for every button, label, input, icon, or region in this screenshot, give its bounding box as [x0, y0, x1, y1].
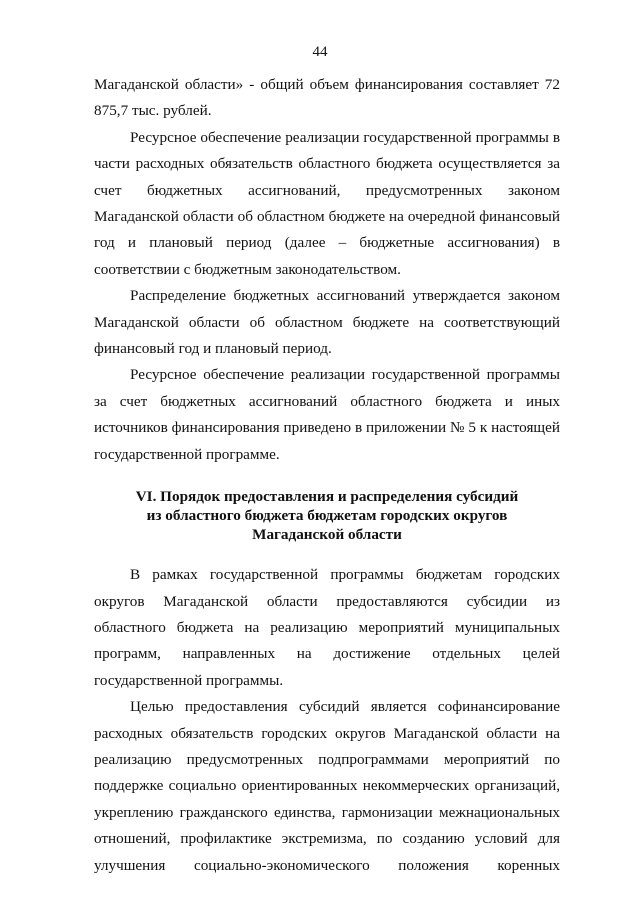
- paragraph-subsidies: В рамках государственной программы бюджетам городских округов Магаданской области предоставляются субсидии из областного бюджета на реализацию мероприятий муниципальных программ, направленных на достижение отдельных целей государственной программы.: [94, 566, 560, 689]
- section-heading-line: Магаданской области: [252, 526, 402, 544]
- section-heading: [94, 487, 560, 544]
- paragraph-resource-provision: Ресурсное обеспечение реализации государственной программы в части расходных обязательств областного бюджета осуществляется за счет бюджетных ассигнований, предусмотренных законом Магаданской области об областном бюджете на очередной финансовый год и плановый период (далее – бюджетные ассигнования) в соответствии с бюджетным законодательством.: [94, 128, 560, 278]
- section-heading-line: VI. Порядок предоставления и распределения субсидий: [135, 488, 519, 506]
- paragraph-subsidy-purpose: Целью предоставления субсидий является софинансирование расходных обязательств городских округов Магаданской области на реализацию предусмотренных подпрограммами мероприятий по поддержке социально ориентированных некоммерческих организаций, укреплению гражданского единства, гармонизации межнациональных отношений, профилактике экстремизма, по созданию условий для улучшения социально-экономического положения коренных: [94, 698, 560, 874]
- paragraph-appendix-reference: Ресурсное обеспечение реализации государственной программы за счет бюджетных ассигнований областного бюджета и иных источников финансирования приведено в приложении № 5 к настоящей государственной программе.: [94, 366, 560, 463]
- paragraph-continuation: Магаданской области» - общий объем финансирования составляет 72 875,7 тыс. рублей.: [94, 76, 560, 120]
- section-heading-line: из областного бюджета бюджетам городских округов: [146, 507, 508, 525]
- document-body: [94, 72, 560, 879]
- paragraph-allocation: Распределение бюджетных ассигнований утверждается законом Магаданской области об областном бюджете на соответствующий финансовый год и плановый период.: [94, 287, 560, 358]
- page-number: 44: [312, 44, 328, 60]
